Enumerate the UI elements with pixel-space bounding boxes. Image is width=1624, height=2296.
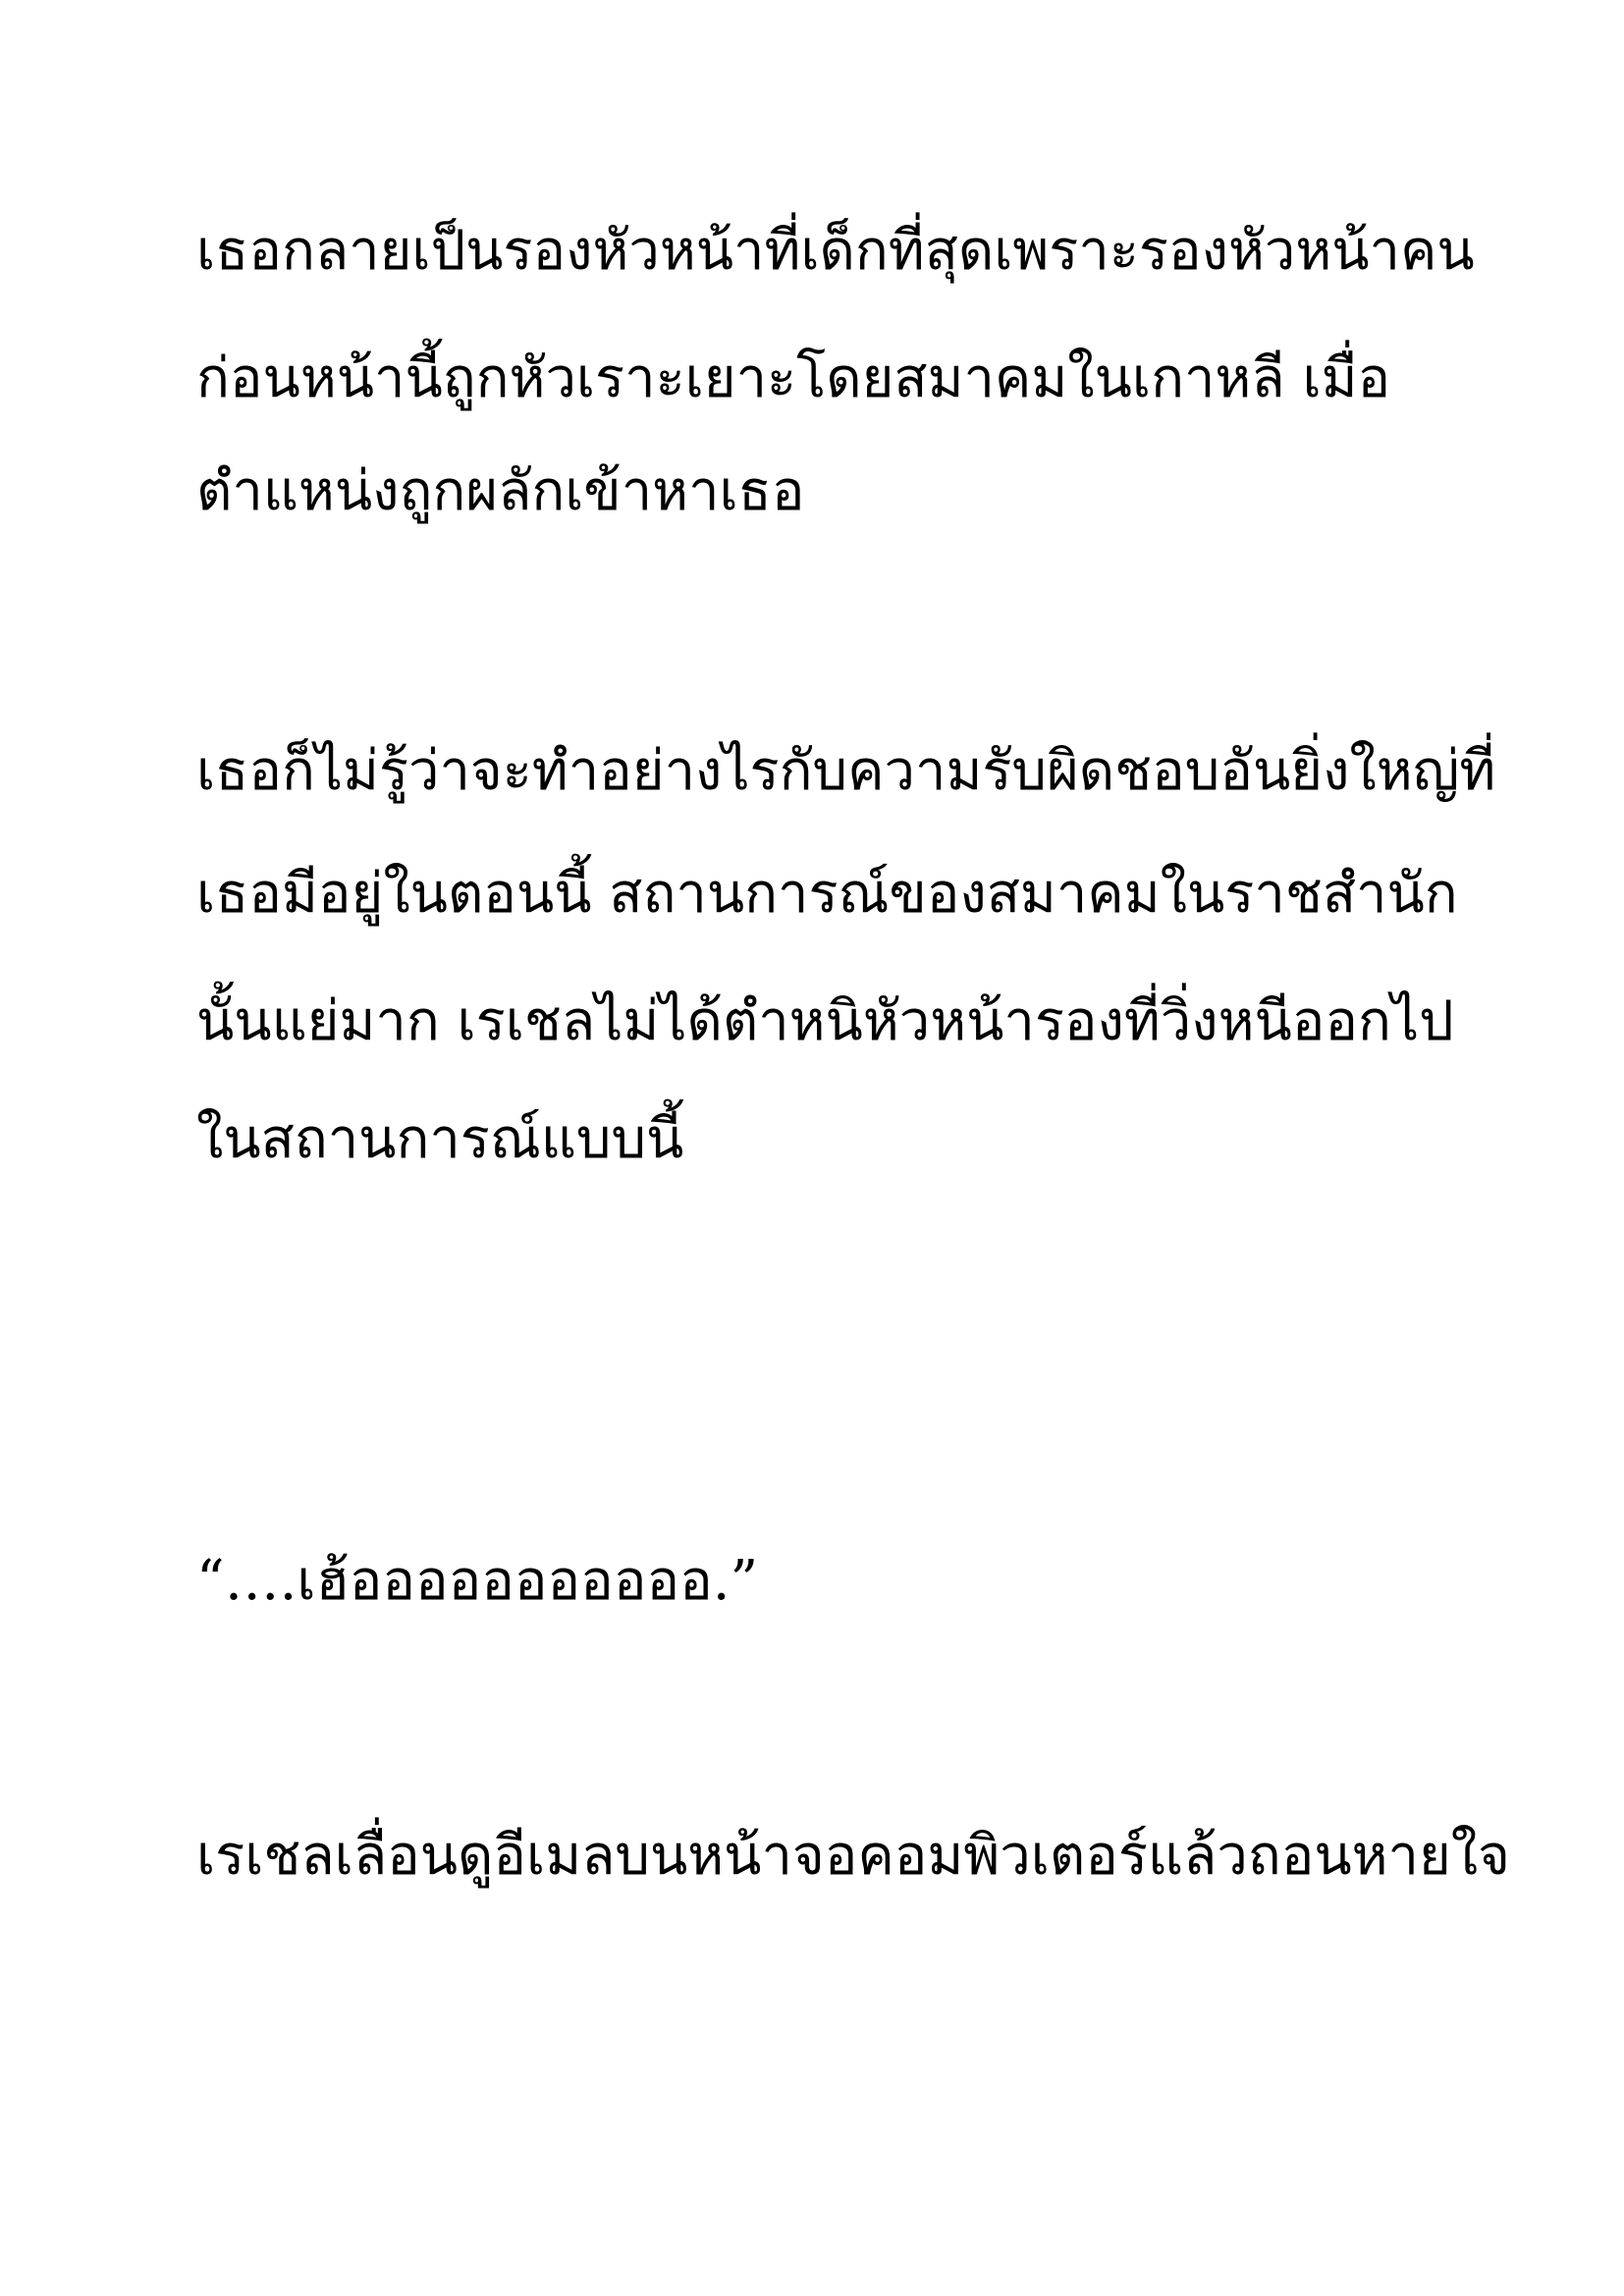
paragraph-1-line-2: ก่อนหน้านี้ถูกหัวเราะเยาะโดยสมาคมในเกาหลี เมื่อ xyxy=(196,347,1391,410)
paragraph-2-line-1: เธอก็ไม่รู้ว่าจะทำอย่างไรกับความรับผิดชอบอันยิ่งใหญ่ที่ xyxy=(196,739,1496,803)
paragraph-2-line-2: เธอมีอยู่ในตอนนี้ สถานการณ์ของสมาคมในราชสำนัก xyxy=(196,862,1458,926)
paragraph-4-line-1: เรเชลเลื่อนดูอีเมลบนหน้าจอคอมพิวเตอร์แล้วถอนหายใจ xyxy=(196,1824,1510,1888)
paragraph-1-line-1: เธอกลายเป็นรองหัวหน้าที่เด็กที่สุดเพราะรองหัวหน้าคน xyxy=(196,219,1475,283)
paragraph-1-line-3: ตำแหน่งถูกผลักเข้าหาเธอ xyxy=(196,459,805,523)
paragraph-2-line-3: นั้นแย่มาก เรเชลไม่ได้ตำหนิหัวหน้ารองที่วิ่งหนีออกไป xyxy=(196,989,1454,1053)
dialogue-line: “….เฮ้อออออออออออ.” xyxy=(196,1549,759,1613)
paragraph-2-line-4: ในสถานการณ์แบบนี้ xyxy=(196,1107,684,1171)
